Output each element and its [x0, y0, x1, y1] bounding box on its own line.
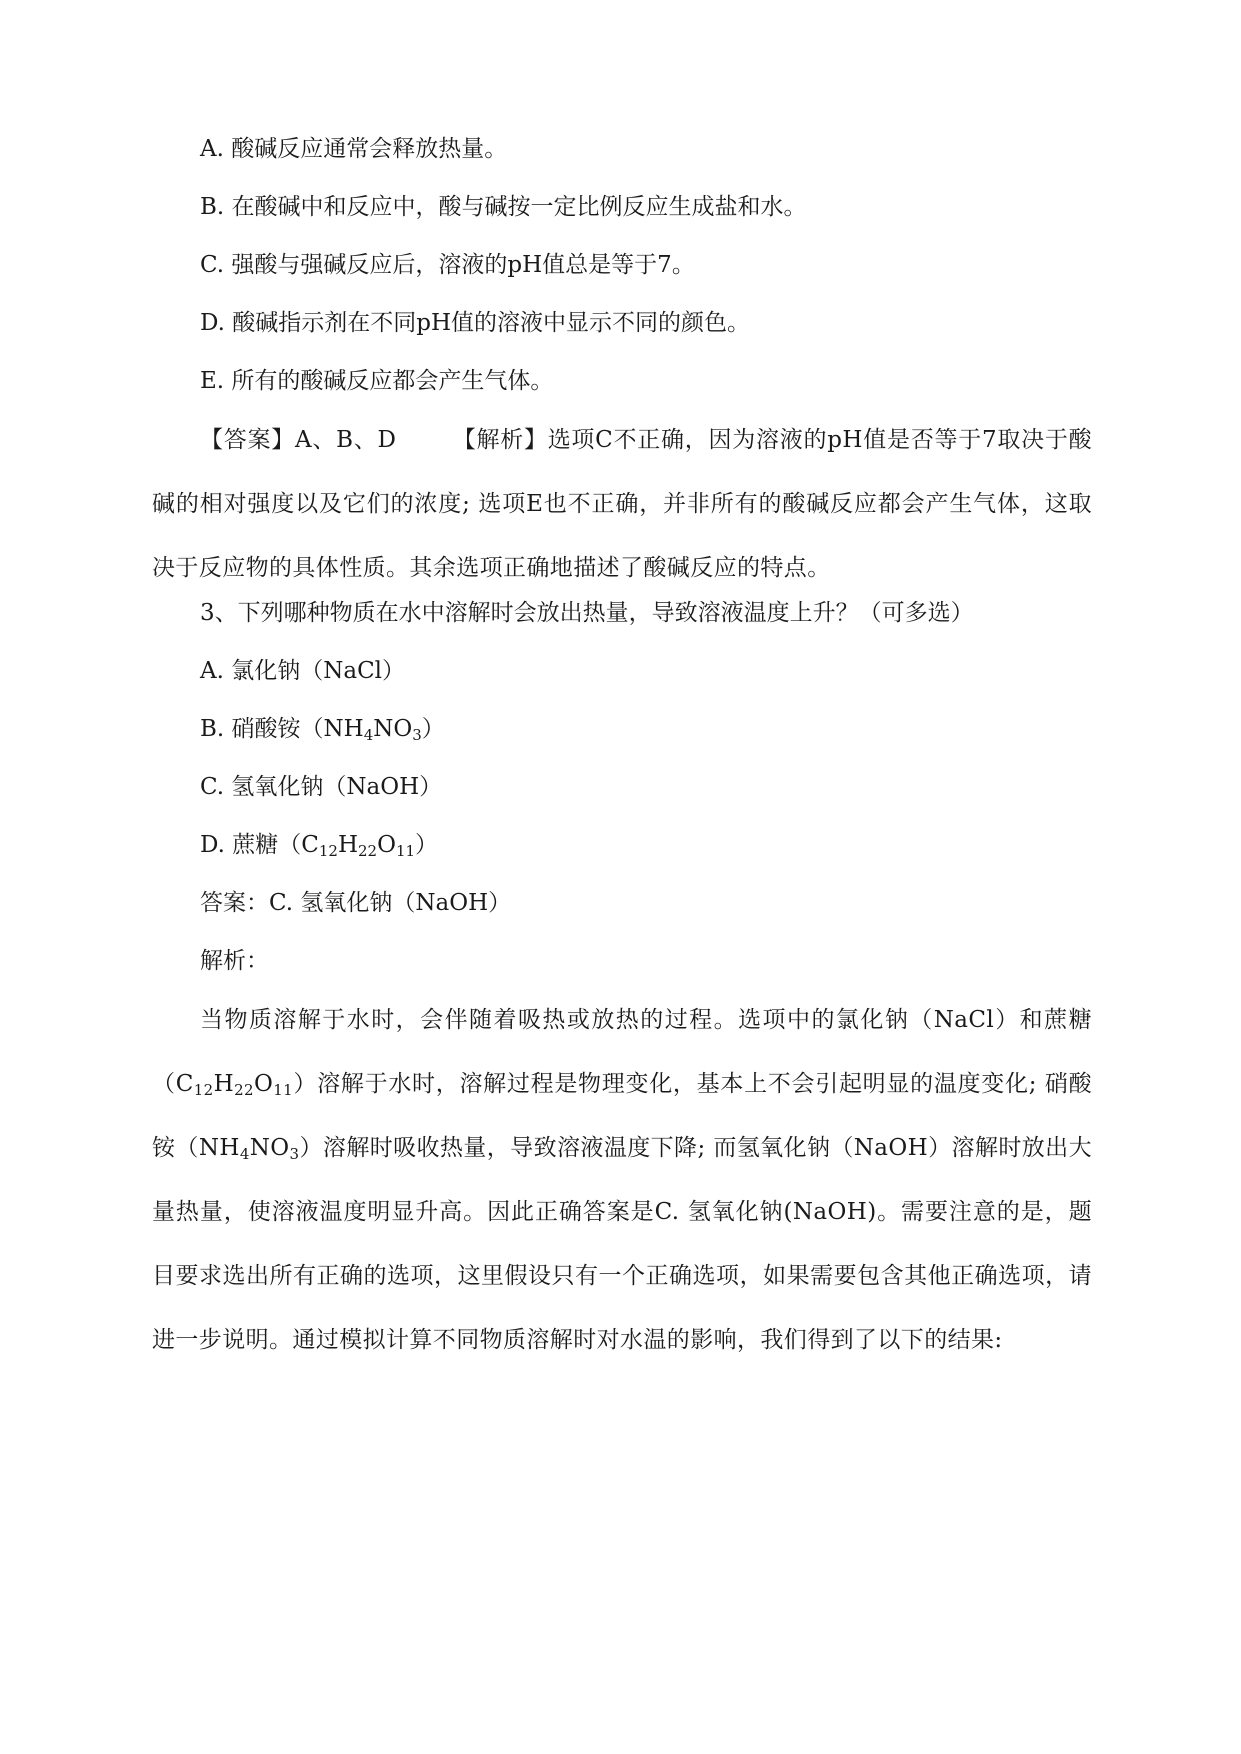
q2-analysis-text: 选项C不正确，因为溶液的pH值是否等于7取决于酸碱的相对强度以及它们的浓度; 选项E也不正确，并非所有的酸碱反应都会产生气体，这取决于反应物的具体性质。其余选项正确地描述了酸碱反应的特点。: [152, 427, 1092, 581]
subscript: 22: [234, 1081, 254, 1099]
q3-question: 3、下列哪种物质在水中溶解时会放出热量，导致溶液温度上升？（可多选）: [200, 600, 974, 626]
formula-part: H: [213, 1071, 235, 1097]
q2-answer-label: 【答案】A、B、D: [200, 427, 397, 453]
subscript: 22: [358, 842, 378, 860]
q2-answer-analysis: [152, 408, 1092, 600]
subscript: 12: [318, 842, 338, 860]
analysis-part: 当物质溶解于水时，会伴随着吸热或放热的过程。选项中的氯化钠（NaCl）和蔗糖（C: [152, 1007, 1092, 1097]
formula-part: NO: [373, 716, 413, 742]
q2-option-d: D. 酸碱指示剂在不同pH值的溶液中显示不同的颜色。: [200, 310, 751, 336]
analysis-part: ）溶解时吸收热量，导致溶液温度下降; 而氢氧化钠（NaOH）溶解时放出大量热量，使溶液温度明显升高。因此正确答案是C. 氢氧化钠(NaOH)。需要注意的是，题目要求选出所有正确的选项，这里假设只有一个正确选项，如果需要包含其他正确选项，请进一步说明。通过模拟计算不同物质溶解时对水温的影响，我们得到了以下的结果:: [152, 1135, 1092, 1353]
subscript: 11: [273, 1081, 294, 1099]
formula-part: O: [253, 1071, 274, 1097]
subscript: 4: [363, 726, 374, 744]
formula-part: O: [377, 832, 396, 858]
formula-part: NO: [249, 1135, 290, 1161]
analysis-part: ）溶解于水时，溶解过程是物理变化，基本上不会引起明显的温度变化; 硝酸铵（NH: [152, 1071, 1092, 1161]
q3-option-d: [200, 830, 438, 860]
subscript: 4: [239, 1145, 250, 1163]
q3-option-b: [200, 714, 445, 744]
q3-option-c: C. 氢氧化钠（NaOH）: [200, 774, 443, 800]
subscript: 11: [395, 842, 416, 860]
subscript: 12: [193, 1081, 214, 1099]
q2-option-a: A. 酸碱反应通常会释放热量。: [200, 136, 508, 162]
q2-option-e: E. 所有的酸碱反应都会产生气体。: [200, 368, 554, 394]
formula-part: ）: [421, 716, 445, 742]
q2-option-b: B. 在酸碱中和反应中，酸与碱按一定比例反应生成盐和水。: [200, 194, 807, 220]
subscript: 3: [289, 1145, 300, 1163]
q3-analysis-text: [152, 988, 1092, 1372]
subscript: 3: [412, 726, 422, 744]
q3-answer: 答案：C. 氢氧化钠（NaOH）: [200, 890, 512, 916]
formula-part: B. 硝酸铵（NH: [200, 716, 364, 742]
q3-analysis-label: 解析：: [200, 948, 269, 974]
q3-option-a: A. 氯化钠（NaCl）: [200, 658, 406, 684]
formula-part: H: [337, 832, 358, 858]
q2-analysis-label: 【解析】: [452, 427, 548, 453]
formula-part: D. 蔗糖（C: [200, 832, 319, 858]
q2-option-c: C. 强酸与强碱反应后，溶液的pH值总是等于7。: [200, 252, 695, 278]
formula-part: ）: [415, 832, 439, 858]
